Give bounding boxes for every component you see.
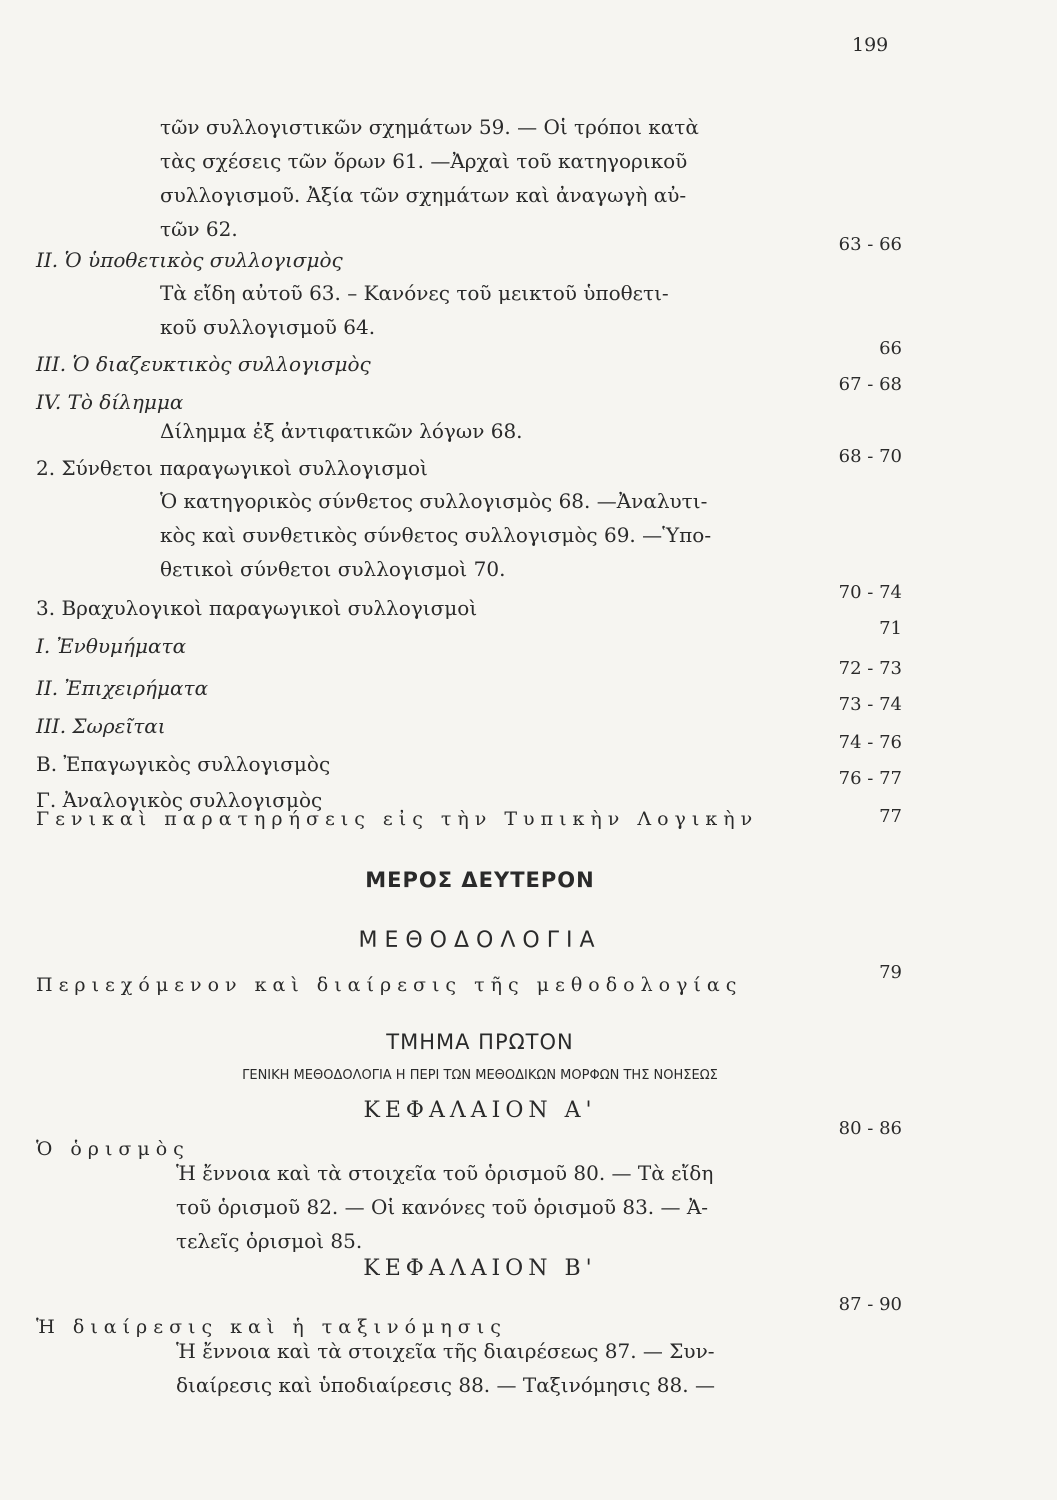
toc-entry-pages: 68 - 70 — [838, 446, 902, 467]
toc-entry-label: Γ. Ἀναλογικὸς συλλογισμὸς — [36, 788, 323, 812]
toc-entry-pages: 79 — [879, 962, 902, 983]
toc-entry-pages: 71 — [879, 618, 902, 639]
desc-line: τελεῖς ὁρισμοὶ 85. — [176, 1229, 363, 1253]
toc-entry-label: Β. Ἐπαγωγικὸς συλλογισμὸς — [36, 752, 331, 776]
toc-entry-pages: 77 — [879, 806, 902, 827]
desc-line: συλλογισμοῦ. Ἀξία τῶν σχημάτων καὶ ἀναγωγὴ αὐ- — [160, 183, 687, 207]
toc-entry-pages: 72 - 73 — [838, 658, 902, 679]
toc-entry-desc — [160, 414, 523, 448]
desc-line: Δίλημμα ἐξ ἀντιφατικῶν λόγων 68. — [160, 419, 523, 443]
chapter-heading: ΚΕΦΑΛΑΙΟΝ Α' — [363, 1098, 597, 1123]
intro-paragraph — [160, 110, 699, 246]
desc-line: θετικοὶ σύνθετοι συλλογισμοὶ 70. — [160, 557, 506, 581]
section-heading: ΤΜΗΜΑ ΠΡΩΤΟΝ — [386, 1030, 574, 1054]
toc-entry-label: ΙΙΙ. Σωρεῖται — [36, 714, 166, 738]
desc-line: τῶν συλλογιστικῶν σχημάτων 59. — Οἱ τρόποι κατὰ — [160, 115, 699, 139]
toc-entry-label: 2. Σύνθετοι παραγωγικοὶ συλλογισμοὶ — [36, 456, 428, 480]
toc-entry-label: ΙV. Τὸ δίλημμα — [36, 390, 184, 414]
toc-entry-pages: 73 - 74 — [838, 694, 902, 715]
chapter-heading: ΚΕΦΑΛΑΙΟΝ Β' — [363, 1256, 597, 1281]
desc-line: Ἡ ἔννοια καὶ τὰ στοιχεῖα τοῦ ὁρισμοῦ 80. — Τὰ εἴδη — [176, 1161, 714, 1185]
toc-entry-label: Ἡ διαίρεσις καὶ ἡ ταξινόμησις — [36, 1316, 507, 1338]
desc-line: διαίρεσις καὶ ὑποδιαίρεσις 88. — Ταξινόμησις 88. — — [176, 1373, 715, 1397]
toc-entry-pages: 63 - 66 — [838, 234, 902, 255]
toc-entry-label: Ὁ ὁρισμὸς — [36, 1138, 190, 1160]
toc-entry-label: Περιεχόμενον καὶ διαίρεσις τῆς μεθοδολογίας — [36, 974, 743, 996]
toc-entry-label: 3. Βραχυλογικοὶ παραγωγικοὶ συλλογισμοὶ — [36, 596, 478, 620]
desc-line: Ὁ κατηγορικὸς σύνθετος συλλογισμὸς 68. —Ἀναλυτι- — [160, 489, 708, 513]
toc-entry-label: Ι. Ἐνθυμήματα — [36, 634, 187, 658]
toc-entry-desc — [160, 276, 669, 344]
toc-entry-desc — [176, 1156, 713, 1258]
toc-entry-label: ΙΙ. Ὁ ὑποθετικὸς συλλογισμὸς — [36, 248, 343, 272]
part-heading: ΜΕΡΟΣ ΔΕΥΤΕΡΟΝ — [365, 868, 595, 892]
toc-entry-pages: 70 - 74 — [838, 582, 902, 603]
page-number: 199 — [852, 34, 889, 56]
toc-entry-pages: 66 — [879, 338, 902, 359]
section-subheading: ΓΕΝΙΚΗ ΜΕΘΟΔΟΛΟΓΙΑ Η ΠΕΡΙ ΤΩΝ ΜΕΘΟΔΙΚΩΝ ΜΟΡΦΩΝ ΤΗΣ ΝΟΗΣΕΩΣ — [242, 1068, 718, 1083]
desc-line: Τὰ εἴδη αὐτοῦ 63. – Κανόνες τοῦ μεικτοῦ ὑποθετι- — [160, 281, 669, 305]
subject-heading: ΜΕΘΟΔΟΛΟΓΙΑ — [358, 928, 602, 953]
toc-entry-pages: 76 - 77 — [838, 768, 902, 789]
desc-line: τοῦ ὁρισμοῦ 82. — Οἱ κανόνες τοῦ ὁρισμοῦ 83. — Ἀ- — [176, 1195, 709, 1219]
toc-entry-desc — [176, 1334, 715, 1402]
desc-line: τῶν 62. — [160, 217, 238, 241]
desc-line: κοῦ συλλογισμοῦ 64. — [160, 315, 376, 339]
toc-entry-label: ΙΙΙ. Ὁ διαζευκτικὸς συλλογισμὸς — [36, 352, 371, 376]
desc-line: Ἡ ἔννοια καὶ τὰ στοιχεῖα τῆς διαιρέσεως 87. — Συν- — [176, 1339, 715, 1363]
toc-entry-pages: 80 - 86 — [838, 1118, 902, 1139]
toc-entry-label: ΙΙ. Ἐπιχειρήματα — [36, 676, 209, 700]
toc-entry-desc — [160, 484, 711, 586]
toc-entry-label: Γενικαὶ παρατηρήσεις εἰς τὴν Τυπικὴν Λογικὴν — [36, 808, 759, 830]
toc-entry-pages: 67 - 68 — [838, 374, 902, 395]
toc-entry-pages: 87 - 90 — [838, 1294, 902, 1315]
toc-entry-pages: 74 - 76 — [838, 732, 902, 753]
desc-line: κὸς καὶ συνθετικὸς σύνθετος συλλογισμὸς 69. —Ὑπο- — [160, 523, 712, 547]
desc-line: τὰς σχέσεις τῶν ὅρων 61. —Ἀρχαὶ τοῦ κατηγορικοῦ — [160, 149, 688, 173]
